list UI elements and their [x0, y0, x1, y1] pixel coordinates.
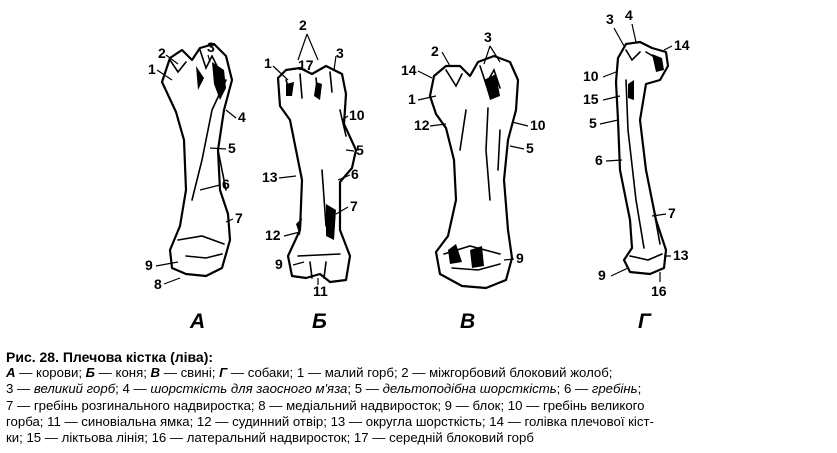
fig-label: 3: [606, 11, 614, 27]
fig-label: 9: [598, 267, 606, 283]
fig-label: 1: [408, 91, 416, 107]
fig-label: 9: [516, 250, 524, 266]
fig-label: 17: [298, 57, 314, 73]
fig-label: 4: [625, 7, 633, 23]
caption-run: А: [6, 365, 16, 381]
fig-label: 13: [673, 247, 689, 263]
fig-label: 3: [207, 39, 215, 55]
caption-title: Рис. 28. Плечова кістка (ліва):: [6, 349, 214, 365]
fig-label: 7: [350, 198, 358, 214]
fig-label: 14: [674, 37, 690, 53]
fig-label: 9: [145, 257, 153, 273]
caption-run: гребінь: [591, 381, 638, 397]
caption-run: 3 —: [6, 381, 34, 397]
fig-label: 3: [336, 45, 344, 61]
fig-label: 5: [228, 140, 236, 156]
bone-pig: [401, 29, 546, 333]
bone-dog: [583, 7, 690, 333]
caption-run: Б: [85, 365, 96, 381]
panel-letter: Г: [638, 310, 651, 333]
fig-label: 2: [431, 43, 439, 59]
fig-label: 5: [589, 115, 597, 131]
caption-run: ; 6 —: [556, 381, 592, 397]
panel-letter: Б: [312, 310, 327, 333]
fig-label: 13: [262, 169, 278, 185]
fig-label: 6: [222, 176, 230, 192]
fig-label: 14: [401, 62, 417, 78]
fig-label: 8: [154, 276, 162, 292]
fig-label: 12: [414, 117, 430, 133]
caption-run: — корови;: [15, 365, 86, 381]
caption-run: великий горб: [33, 381, 116, 397]
fig-label: 2: [299, 17, 307, 33]
caption-line-3: 7 — гребінь розгинального надвиростка; 8 — медіальний надвиросток; 9 — блок; 10 — гребінь великого: [6, 397, 645, 413]
caption-run: — свині;: [160, 365, 220, 381]
fig-label: 16: [651, 283, 667, 299]
fig-label: 10: [583, 68, 599, 84]
fig-label: 2: [158, 45, 166, 61]
caption-run: — собаки; 1 — малий горб; 2 — міжгорбовий блоковий жолоб;: [227, 365, 613, 381]
fig-label: 5: [526, 140, 534, 156]
panel-letter: А: [190, 310, 206, 333]
caption-line-4: горба; 11 — синовіальна ямка; 12 — судинний отвір; 13 — округла шорсткість; 14 — голівка плечової кіст-: [6, 413, 654, 429]
fig-label: 6: [351, 166, 359, 182]
figure-caption: [6, 349, 832, 446]
caption-run: шорсткість для заосного м'яза: [150, 381, 348, 397]
caption-run: — коня;: [95, 365, 151, 381]
caption-run: Г: [219, 365, 228, 381]
caption-run: дельтоподібна шорсткість: [382, 381, 557, 397]
fig-label: 5: [356, 142, 364, 158]
fig-label: 7: [668, 205, 676, 221]
caption-run: ; 5 —: [347, 381, 383, 397]
caption-line-2: [6, 381, 832, 397]
fig-label: 6: [595, 152, 603, 168]
fig-label: 7: [235, 210, 243, 226]
fig-label: 10: [349, 107, 365, 123]
fig-label: 1: [148, 61, 156, 77]
fig-label: 12: [265, 227, 281, 243]
bone-horse: [262, 17, 365, 333]
fig-label: 1: [264, 55, 272, 71]
caption-run: ; 4 —: [115, 381, 151, 397]
caption-line-5: ки; 15 — ліктьова лінія; 16 — латеральний надвиросток; 17 — середній блоковий горб: [6, 430, 534, 446]
fig-label: 15: [583, 91, 599, 107]
caption-run: ;: [637, 381, 642, 397]
fig-label: 3: [484, 29, 492, 45]
fig-label: 10: [530, 117, 546, 133]
panel-letter: В: [460, 310, 476, 333]
caption-line-1: [6, 365, 832, 381]
bone-cow: [145, 39, 246, 333]
fig-label: 9: [275, 256, 283, 272]
fig-label: 11: [313, 283, 328, 299]
fig-label: 4: [238, 109, 246, 125]
caption-run: В: [150, 365, 161, 381]
